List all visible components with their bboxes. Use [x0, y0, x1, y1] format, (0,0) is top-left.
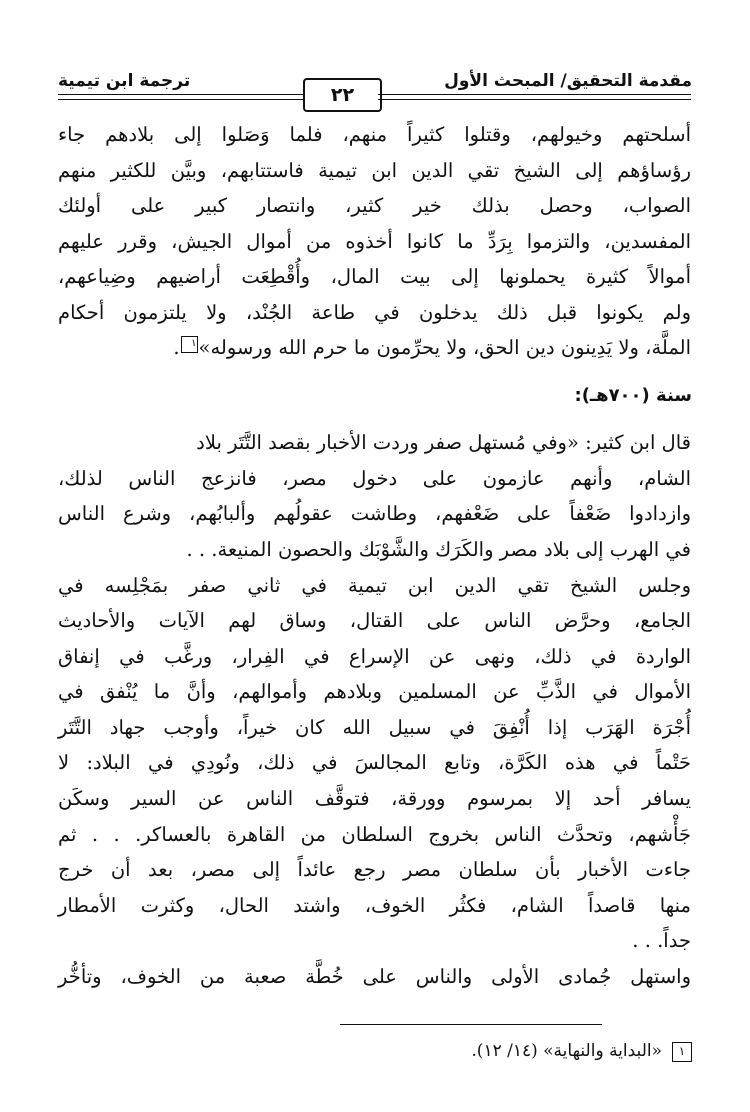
text-line: حَتْماً في هذه الكَرَّة، وتابع المجالسَ في ذلك، ونُودِي في البلاد: لا: [58, 751, 691, 774]
text-line: يسافر أحد إلا بمرسوم وورقة، فتوقَّف الناس عن السير وسكَن: [58, 787, 691, 810]
text-line: الأموال في الذَّبِّ عن المسلمين وبلادهم وأموالهم، وأنَّ ما يُنْفق في: [58, 680, 691, 703]
text-line: الصواب، وحصل بذلك خير كثير، وانتصار كبير على أولئك: [58, 194, 691, 217]
period: .: [173, 336, 180, 359]
text-line: جَأْشهم، وتحدَّث الناس بخروج السلطان من القاهرة بالعساكر. . . ثم: [58, 823, 691, 846]
text-line: جاءت الأخبار بأن سلطان مصر رجع عائداً إلى مصر، بعد أن خرج: [58, 858, 691, 881]
text-line: الملَّة، ولا يَدِينون دين الحق، ولا يحرِّمون ما حرم الله ورسوله»: [198, 336, 691, 359]
footnote: [471, 1036, 692, 1066]
text-line: الواردة في ذلك، ونهى عن الإسراع في الفِرار، ورغَّب في إنفاق: [58, 645, 691, 668]
footnote-reference[interactable]: ١: [181, 336, 198, 353]
text-line: وازدادوا ضَعْفاً على ضَعْفهم، وطاشت عقولُهم وألبابُهم، وشرع الناس: [58, 502, 691, 525]
header-rule-left: [58, 94, 303, 100]
text-line: واستهل جُمادى الأولى والناس على خُطَّة صعبة من الخوف، وتأخُّر: [58, 965, 691, 988]
text-line: ولم يكونوا قبل ذلك يدخلون في طاعة الجُنْد، ولا يلتزمون أحكام: [58, 301, 691, 324]
text-line: وجلس الشيخ تقي الدين ابن تيمية في ثاني صفر بمَجْلِسه في: [58, 574, 691, 597]
text-line: رؤساؤهم إلى الشيخ تقي الدين ابن تيمية فاستتابهم، وبيَّن للكثير منهم: [58, 159, 691, 182]
text-line: الشام، وأنهم عازمون على دخول مصر، فانزعج الناس لذلك،: [58, 467, 691, 490]
quote-closing-line: [58, 328, 691, 368]
text-line: المفسدين، والتزموا بِرَدِّ ما كانوا أخذوه من أموال الجيش، وقرر عليهم: [58, 230, 691, 253]
text-line: قال ابن كثير: «وفي مُستهل صفر وردت الأخبار بقصد التَّتَر بلاد: [196, 431, 691, 454]
page-number: ٢٢: [303, 78, 382, 112]
text-line: في الهرب إلى بلاد مصر والكَرَك والشَّوْبَك والحصون المنيعة. . .: [186, 538, 691, 561]
section-heading-year: سنة (٧٠٠هـ):: [574, 385, 692, 406]
footnote-text: «البداية والنهاية» (١٤/ ١٢).: [471, 1041, 662, 1061]
footnote-number-box: ١: [672, 1042, 692, 1062]
text-line: أسلحتهم وخيولهم، وقتلوا كثيراً منهم، فلما وَصَلوا إلى بلادهم جاء: [58, 123, 691, 146]
running-header-section: مقدمة التحقيق/ المبحث الأول: [444, 71, 692, 91]
running-header-title: ترجمة ابن تيمية: [58, 71, 191, 91]
header-rule-right: [378, 94, 691, 100]
text-line: أُجْرَة الهَرَب إذا أُنْفِقَ في سبيل الله كان خيراً، وأوجب جهاد التَّتَر: [58, 716, 691, 739]
text-line: أموالاً كثيرة يحملونها إلى بيت المال، وأُقْطِعَت أراضيهم وضِياعهم،: [58, 265, 691, 288]
footnote-separator: [340, 1024, 602, 1025]
text-line: منها قاصداً الشام، فكثُر الخوف، واشتد الحال، وكثرت الأمطار: [58, 894, 691, 917]
text-line: الجامع، وحرَّض الناس على القتال، وساق لهم الآيات والأحاديث: [58, 609, 691, 632]
text-line: جداً. . .: [632, 929, 691, 952]
